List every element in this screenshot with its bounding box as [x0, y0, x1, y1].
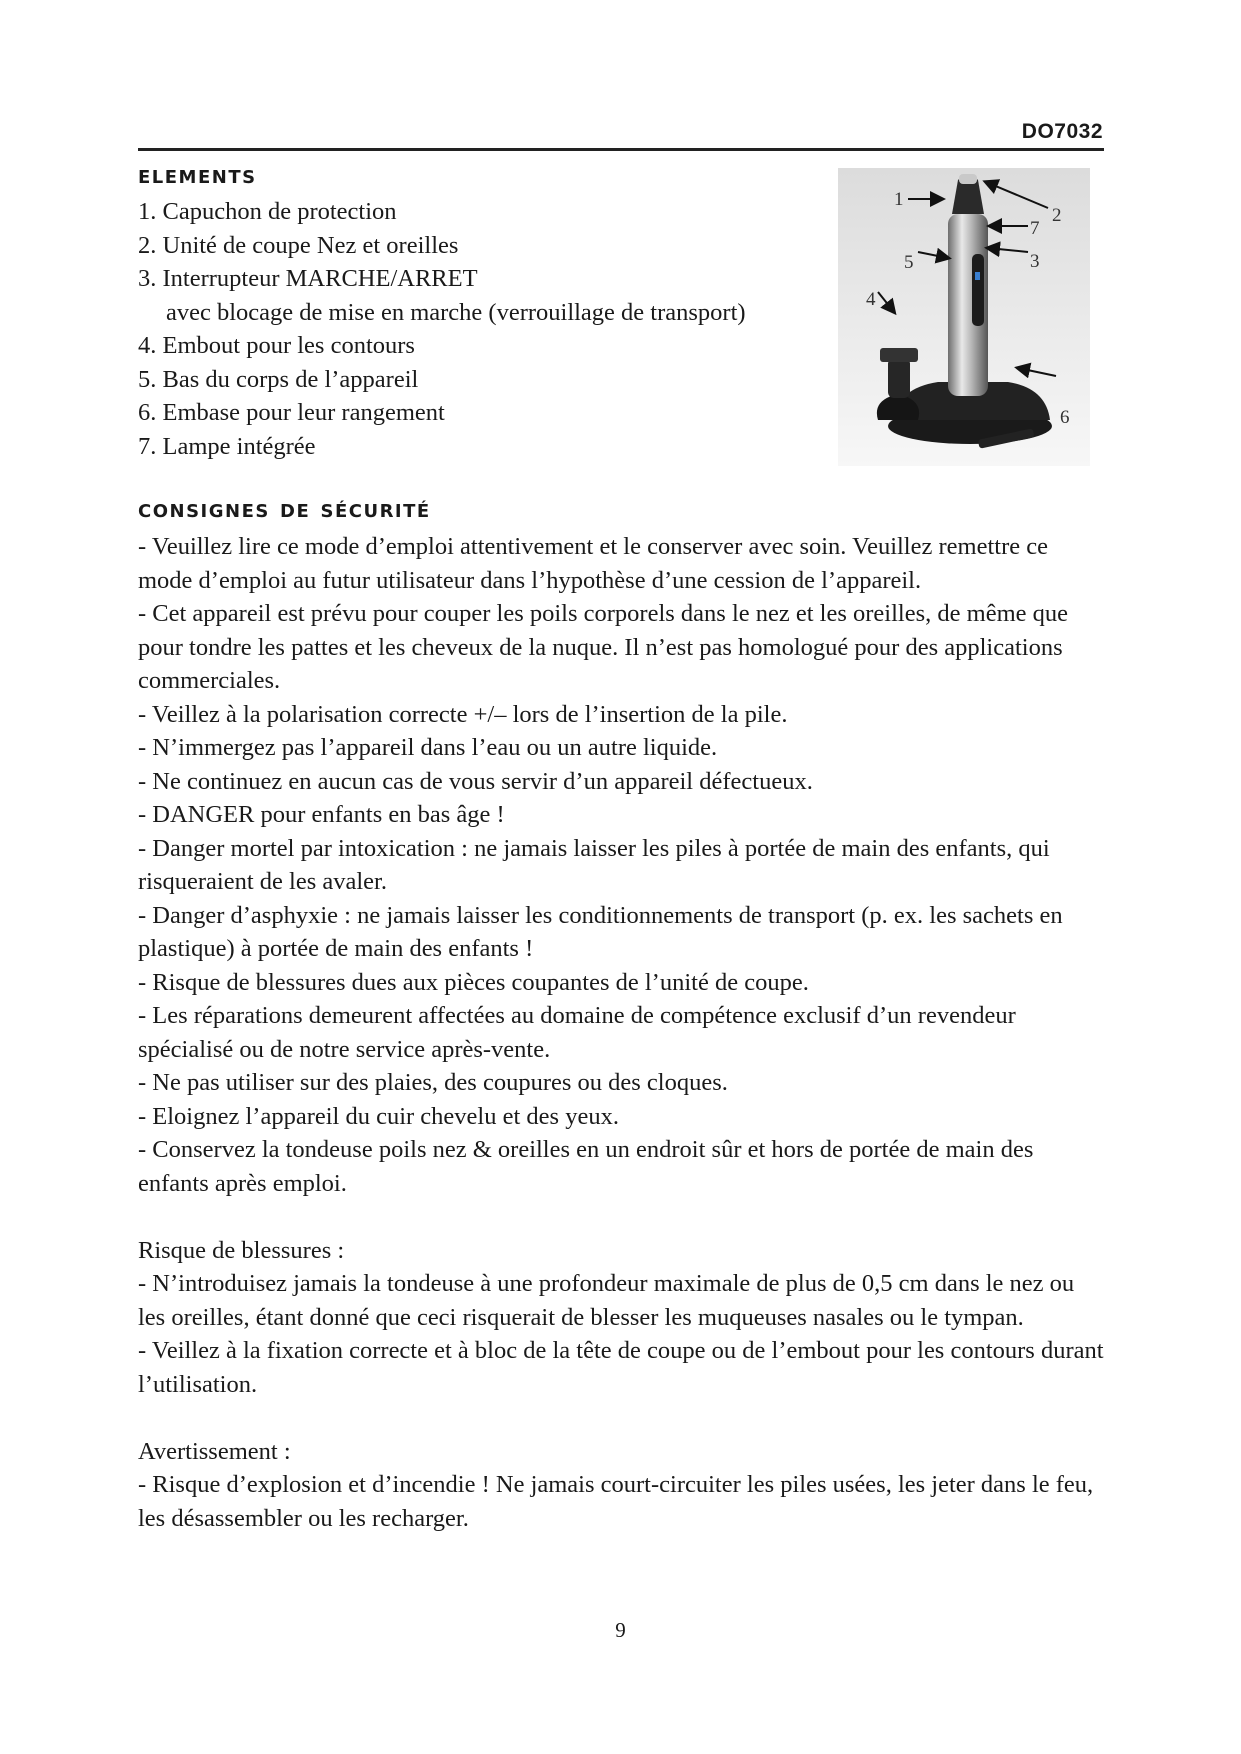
page-number: 9	[615, 1618, 626, 1642]
elements-list	[138, 195, 838, 463]
power-switch	[972, 254, 984, 326]
callout-label: 4	[866, 289, 876, 310]
list-item: avec blocage de mise en marche (verrouillage de transport)	[166, 298, 746, 326]
safety-item: - Ne pas utiliser sur des plaies, des coupures ou des cloques.	[138, 1069, 728, 1096]
header-rule	[138, 148, 1104, 151]
injury-title: Risque de blessures :	[138, 1236, 345, 1264]
callout-label: 3	[1030, 251, 1040, 272]
safety-heading: consignes de sécurité	[138, 494, 431, 523]
warning-title: Avertissement :	[138, 1437, 291, 1465]
callout-label: 2	[1052, 205, 1062, 226]
safety-item: - Conservez la tondeuse poils nez & oreilles en un endroit sûr et hors de portée de main des enfants après emploi.	[138, 1136, 1034, 1197]
safety-item: - Les réparations demeurent affectées au domaine de compétence exclusif d’un revendeur spécialisé ou de notre service après-vente.	[138, 1002, 1016, 1063]
injury-item: - N’introduisez jamais la tondeuse à une profondeur maximale de plus de 0,5 cm dans le nez ou les oreilles, étant donné que ceci risquerait de blesser les muqueuses nasales ou le tympan.	[138, 1270, 1075, 1331]
safety-instructions	[138, 530, 1104, 1535]
list-item: 4. Embout pour les contours	[138, 332, 415, 359]
safety-item: - Danger d’asphyxie : ne jamais laisser les conditionnements de transport (p. ex. les sachets en plastique) à portée de main des enfants !	[138, 901, 1063, 962]
safety-item: - DANGER pour enfants en bas âge !	[138, 801, 505, 828]
model-code: DO7032	[1021, 120, 1103, 143]
safety-item: - Veuillez lire ce mode d’emploi attentivement et le conserver avec soin. Veuillez remettre ce mode d’emploi au futur utilisateur dans l’hypothèse d’une cession de l’appareil.	[138, 533, 1048, 594]
safety-item: - Cet appareil est prévu pour couper les poils corporels dans le nez et les oreilles, de même que pour tondre les pattes et les cheveux de la nuque. Il n’est pas homologué pour des applications commerciales.	[138, 600, 1068, 694]
callout-label: 5	[904, 252, 914, 273]
safety-item: - Ne continuez en aucun cas de vous servir d’un appareil défectueux.	[138, 767, 813, 795]
safety-item: - Eloignez l’appareil du cuir chevelu et des yeux.	[138, 1102, 619, 1130]
safety-item: - N’immergez pas l’appareil dans l’eau ou un autre liquide.	[138, 734, 718, 761]
callout-label: 6	[1060, 407, 1070, 428]
injury-item: - Veillez à la fixation correcte et à bloc de la tête de coupe ou de l’embout pour les contours durant l’utilisation.	[138, 1337, 1104, 1398]
callout-label: 1	[894, 189, 904, 210]
list-item: 3. Interrupteur MARCHE/ARRET	[138, 265, 478, 292]
list-item: 2. Unité de coupe Nez et oreilles	[138, 231, 459, 259]
list-item: 6. Embase pour leur rangement	[138, 399, 445, 426]
safety-item: - Danger mortel par intoxication : ne jamais laisser les piles à portée de main des enfants, qui risqueraient de les avaler.	[138, 834, 1050, 895]
callout-label: 7	[1030, 218, 1040, 239]
list-item: 1. Capuchon de protection	[138, 198, 397, 225]
safety-item: - Veillez à la polarisation correcte +/– lors de l’insertion de la pile.	[138, 700, 788, 728]
list-item: 5. Bas du corps de l’appareil	[138, 365, 419, 393]
elements-heading: elements	[138, 160, 257, 189]
list-item: 7. Lampe intégrée	[138, 432, 316, 460]
warning-item: - Risque d’explosion et d’incendie ! Ne jamais court-circuiter les piles usées, les jeter dans le feu, les désassembler ou les recharger.	[138, 1471, 1094, 1532]
safety-item: - Risque de blessures dues aux pièces coupantes de l’unité de coupe.	[138, 968, 809, 996]
product-illustration	[838, 168, 1090, 466]
